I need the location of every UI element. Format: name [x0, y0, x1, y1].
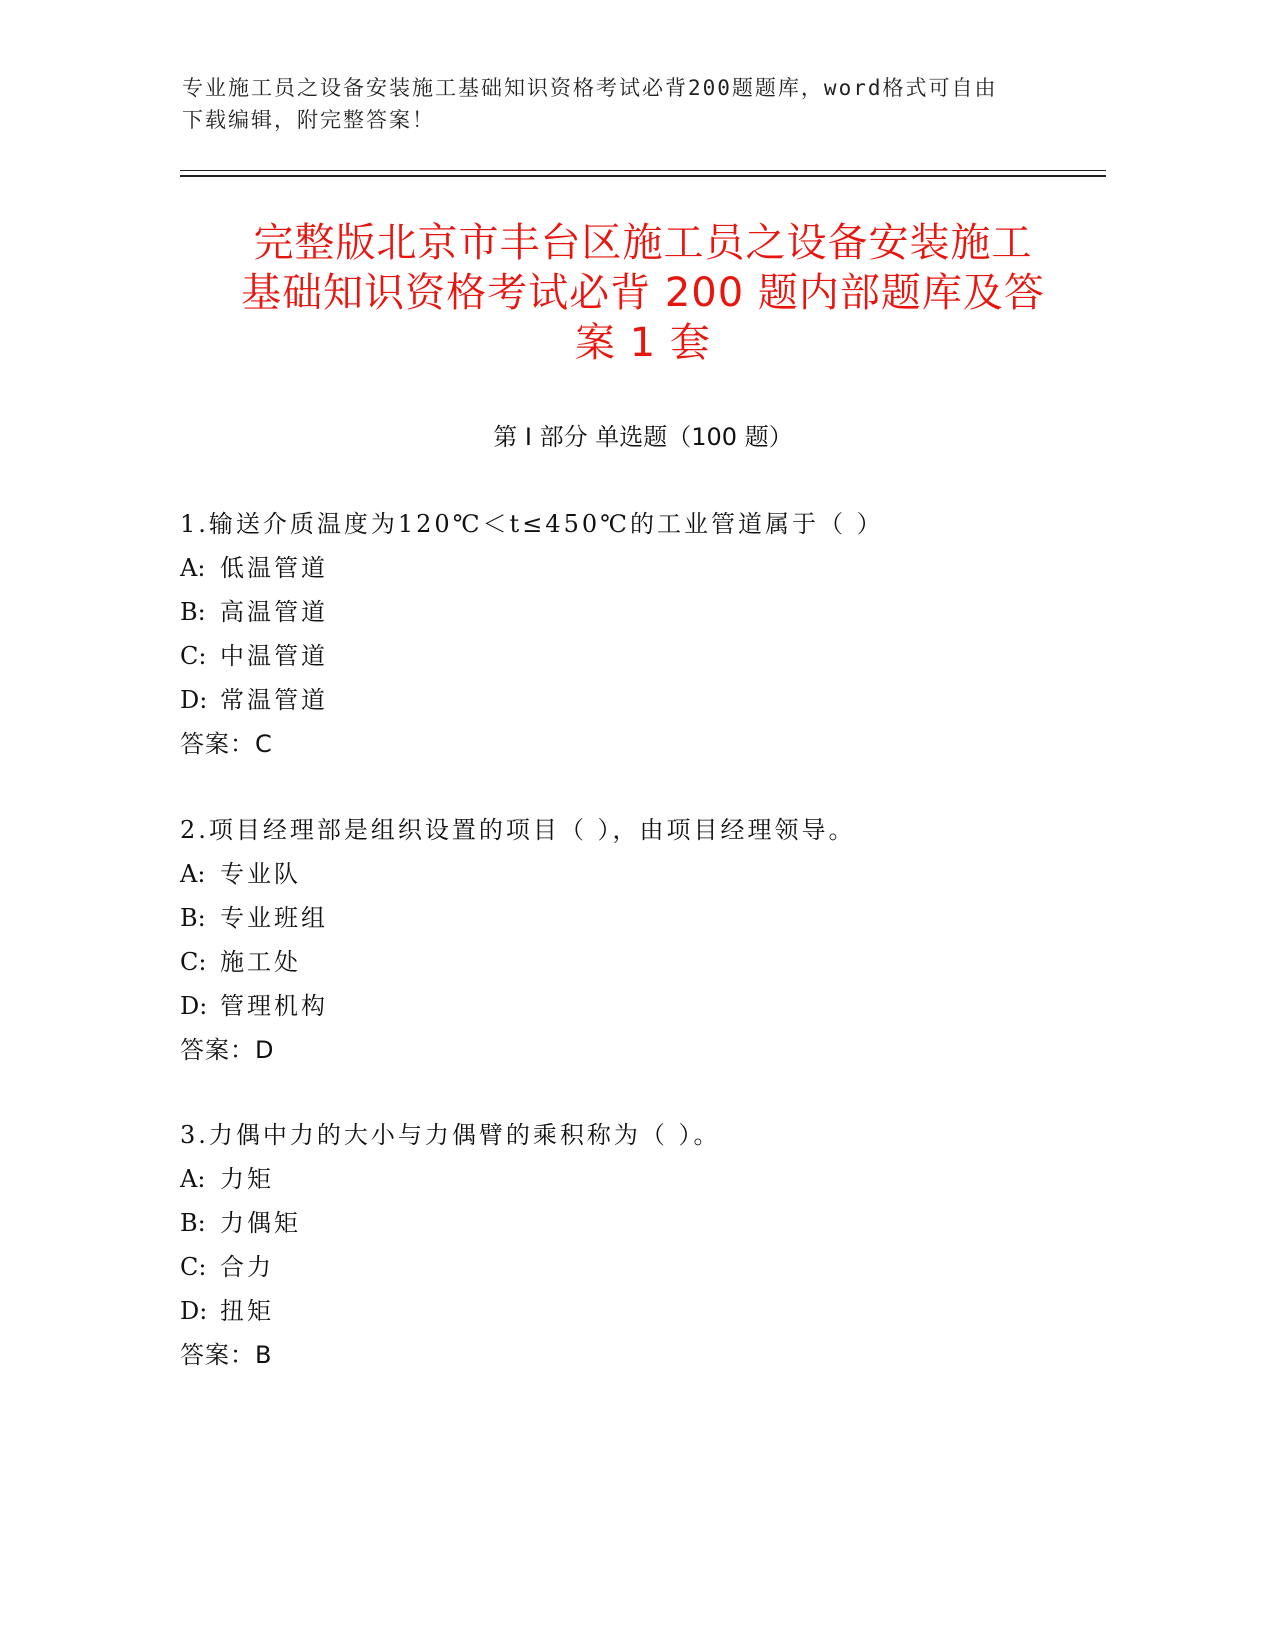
option-label: B: [180, 1209, 206, 1237]
option-label: B: [180, 598, 206, 626]
option-d [180, 1289, 1106, 1333]
document-title-line-1: 完整版北京市丰台区施工员之设备安装施工 [253, 220, 1033, 266]
option-c [180, 940, 1106, 984]
option-c [180, 634, 1106, 678]
option-text: 管理机构 [220, 992, 328, 1020]
option-text: 扭矩 [220, 1297, 274, 1325]
option-text: 合力 [220, 1253, 274, 1281]
document-title-line-2: 基础知识资格考试必背 200 题内部题库及答 [241, 270, 1045, 316]
option-a [180, 1157, 1106, 1201]
question-stem: 3.力偶中力的大小与力偶臂的乘积称为（ ）。 [180, 1121, 721, 1149]
document-title [180, 218, 1106, 368]
document-title-line-3: 案 1 套 [575, 320, 711, 366]
question-stem: 1.输送介质温度为120℃＜t≤450℃的工业管道属于（ ） [180, 510, 884, 538]
option-label: D: [180, 992, 208, 1020]
header-divider-thick [180, 175, 1106, 177]
option-text: 低温管道 [220, 554, 328, 582]
option-label: C: [180, 948, 207, 976]
question-stem: 2.项目经理部是组织设置的项目（ ），由项目经理领导。 [180, 816, 856, 844]
option-label: A: [180, 554, 206, 582]
option-text: 常温管道 [220, 686, 328, 714]
question-1 [180, 502, 1106, 766]
option-d [180, 984, 1106, 1028]
header-note [182, 72, 1062, 136]
option-text: 力矩 [220, 1165, 274, 1193]
option-a [180, 852, 1106, 896]
header-note-line-1: 专业施工员之设备安装施工基础知识资格考试必背200题题库，word格式可自由 [182, 76, 998, 100]
option-label: B: [180, 904, 206, 932]
option-label: D: [180, 686, 208, 714]
question-3 [180, 1113, 1106, 1377]
option-text: 施工处 [220, 948, 301, 976]
answer: 答案：D [180, 1036, 275, 1064]
option-label: C: [180, 1253, 207, 1281]
option-label: C: [180, 642, 207, 670]
option-text: 专业班组 [220, 904, 328, 932]
option-label: D: [180, 1297, 208, 1325]
header-note-line-2: 下载编辑，附完整答案！ [182, 108, 435, 132]
option-b [180, 1201, 1106, 1245]
header-divider-thin [180, 170, 1106, 171]
answer: 答案：C [180, 730, 273, 758]
option-label: A: [180, 860, 206, 888]
option-text: 高温管道 [220, 598, 328, 626]
question-2 [180, 808, 1106, 1072]
option-d [180, 678, 1106, 722]
option-b [180, 590, 1106, 634]
option-c [180, 1245, 1106, 1289]
answer: 答案：B [180, 1341, 273, 1369]
option-label: A: [180, 1165, 206, 1193]
section-title: 第 I 部分 单选题（100 题） [493, 423, 793, 451]
option-text: 专业队 [220, 860, 301, 888]
option-b [180, 896, 1106, 940]
option-text: 力偶矩 [220, 1209, 301, 1237]
option-text: 中温管道 [220, 642, 328, 670]
option-a [180, 546, 1106, 590]
